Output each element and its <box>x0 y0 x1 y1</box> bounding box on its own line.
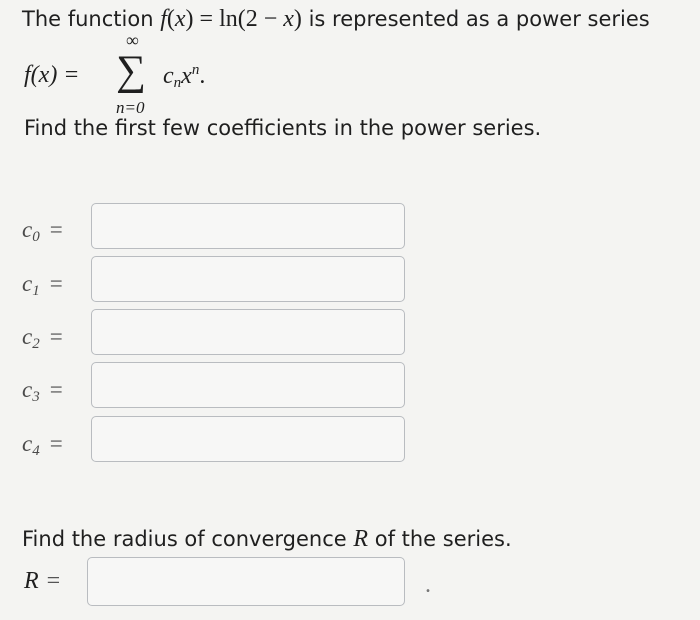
label-c3: $c_3$ = <box>22 377 63 405</box>
c4-input[interactable] <box>91 416 405 462</box>
series-x-sup: n <box>191 62 200 78</box>
c2-input[interactable] <box>91 309 405 355</box>
func-close: ) <box>293 6 302 32</box>
sum-upper: ∞ <box>126 30 139 50</box>
radius-prompt <box>22 526 512 553</box>
radius-trailing-period: . <box>425 572 431 598</box>
label-c0: $c_0$ = <box>22 217 63 245</box>
c3-input[interactable] <box>91 362 405 408</box>
radius-input[interactable] <box>87 557 405 606</box>
series-c-sub: n <box>173 75 182 91</box>
label-c2: $c_2$ = <box>22 324 63 352</box>
question-line-1: The function f(x) = ln(2 − x) is represented as a power series <box>22 6 650 32</box>
sum-lower: n=0 <box>116 98 145 117</box>
radius-prompt-after: of the series. <box>368 527 512 551</box>
series-lhs: f(x) = <box>24 62 80 88</box>
radius-prompt-before: Find the radius of convergence <box>22 527 354 551</box>
func-var-2: x <box>283 6 294 32</box>
radius-prompt-var: R <box>353 526 369 552</box>
label-c4: $c_4$ = <box>22 431 63 459</box>
c0-input[interactable] <box>91 203 405 249</box>
radius-label: R = <box>24 568 61 594</box>
intro-after-text: is represented as a power series <box>301 7 650 31</box>
series-period: . <box>199 63 206 89</box>
series-c: c <box>163 63 174 89</box>
series-x: x <box>181 63 192 89</box>
func-var: x <box>174 6 186 32</box>
sum-symbol: ∑ <box>116 48 146 94</box>
c1-input[interactable] <box>91 256 405 302</box>
series-term <box>163 62 205 92</box>
intro-text: The function <box>22 7 161 31</box>
instruction-text: Find the first few coefficients in the power series. <box>24 116 542 140</box>
func-eq: = ln(2 − <box>199 6 278 32</box>
func-f: f <box>160 6 167 32</box>
label-c1: $c_1$ = <box>22 271 63 299</box>
